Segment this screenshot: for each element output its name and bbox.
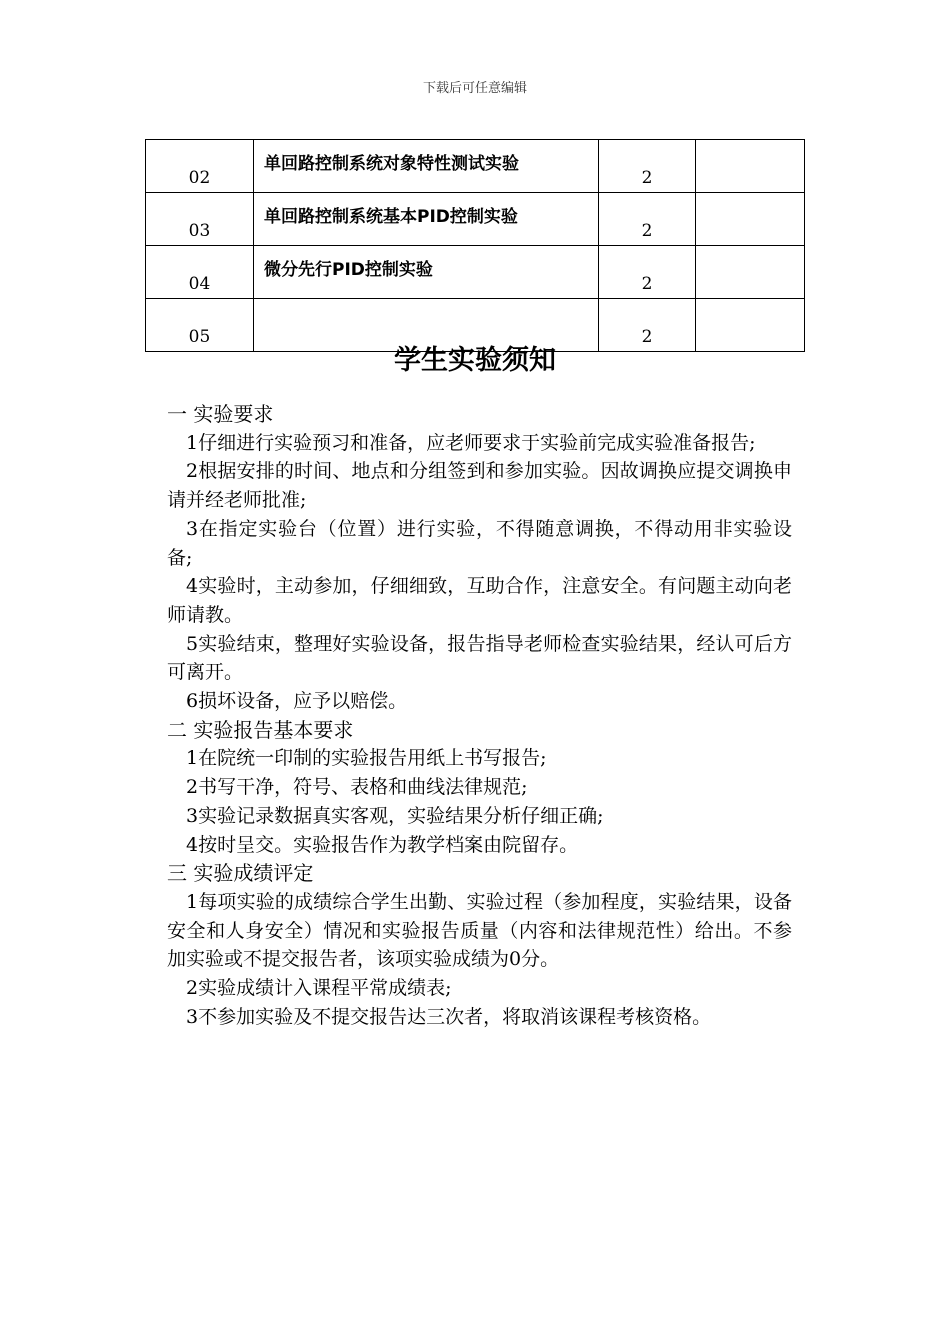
- experiment-table: [145, 139, 805, 352]
- blank-cell: [696, 140, 805, 193]
- table-row: [146, 246, 805, 299]
- list-item: 2书写干净，符号、表格和曲线法律规范;: [186, 776, 528, 799]
- section-heading: 二 实验报告基本要求: [167, 717, 354, 742]
- experiment-name: 微分先行PID控制实验: [254, 246, 599, 299]
- section-heading: 三 实验成绩评定: [167, 861, 314, 886]
- experiment-name: 单回路控制系统基本PID控制实验: [254, 193, 599, 246]
- list-item: 2实验成绩计入课程平常成绩表;: [186, 977, 452, 1000]
- experiment-hours: 2: [599, 246, 696, 299]
- experiment-name: 单回路控制系统对象特性测试实验: [254, 140, 599, 193]
- list-item: 1每项实验的成绩综合学生出勤、实验过程（参加程度，实验结果，设备安全和人身安全）情况和实验报告质量（内容和法律规范性）给出。不参加实验或不提交报告者，该项实验成绩为0分。: [167, 890, 792, 971]
- experiment-hours: 2: [599, 193, 696, 246]
- list-item: 3在指定实验台（位置）进行实验，不得随意调换，不得动用非实验设备;: [167, 517, 792, 569]
- experiment-number: 03: [146, 193, 254, 246]
- list-item: 5实验结束，整理好实验设备，报告指导老师检查实验结果，经认可后方可离开。: [167, 632, 792, 684]
- list-item: 4按时呈交。实验报告作为教学档案由院留存。: [186, 833, 579, 856]
- experiment-hours: 2: [599, 140, 696, 193]
- list-item: 1在院统一印制的实验报告用纸上书写报告;: [186, 747, 547, 770]
- list-item: 1仔细进行实验预习和准备，应老师要求于实验前完成实验准备报告;: [186, 431, 756, 454]
- blank-cell: [696, 246, 805, 299]
- experiment-number: 02: [146, 140, 254, 193]
- list-item: 3不参加实验及不提交报告达三次者，将取消该课程考核资格。: [186, 1005, 712, 1028]
- list-item: 4实验时，主动参加，仔细细致，互助合作，注意安全。有问题主动向老师请教。: [167, 575, 792, 626]
- table-row: [146, 140, 805, 193]
- experiment-number: 05: [146, 299, 254, 352]
- notice-content: [167, 400, 792, 1031]
- blank-cell: [696, 193, 805, 246]
- experiment-number: 04: [146, 246, 254, 299]
- list-item: 2根据安排的时间、地点和分组签到和参加实验。因故调换应提交调换申请并经老师批准;: [167, 460, 792, 512]
- experiment-hours: 2: [599, 299, 696, 352]
- list-item: 6损坏设备，应予以赔偿。: [186, 690, 408, 713]
- header-note: 下载后可任意编辑: [422, 81, 527, 96]
- list-item: 3实验记录数据真实客观，实验结果分析仔细正确;: [186, 804, 604, 827]
- page-title: 学生实验须知: [394, 345, 556, 376]
- section-heading: 一 实验要求: [167, 402, 274, 426]
- table-row: [146, 193, 805, 246]
